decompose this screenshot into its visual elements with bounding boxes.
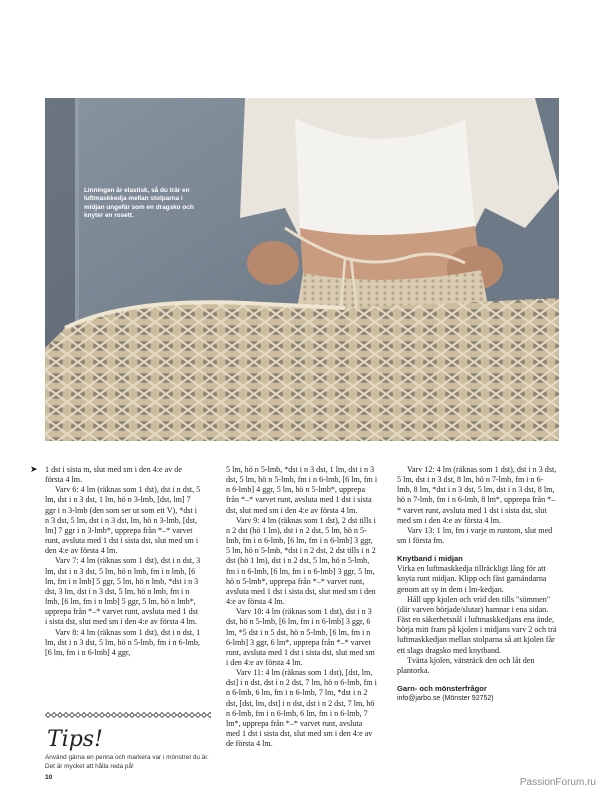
photo-caption: Linningen är elastisk, så du trär en luftmaskkedja mellan stolparna i midjan ungefär som en dragsko och knyter en rosett. (84, 187, 194, 220)
divider-diamond (196, 713, 201, 718)
divider-diamond (190, 713, 195, 718)
pattern-paragraph: Varv 8: 4 lm (räknas som 1 dst), dst i n dst, 1 lm, dst i n 3 dst, 5 lm, hö n 5-lmb, fm i n 6-lmb, [6 lm, fm i n 6-lmb] 4 ggr, (45, 627, 201, 657)
pattern-paragraph: Varv 7: 4 lm (räknas som 1 dst), dst i n dst, 3 lm, dst i n 3 dst, 5 lm, hö n lmb, fm i n lmb, [6 lm, fm i n lmb] 5 ggr, 5 lm, hö n lmb, *dst i n 3 dst, 3 lm, dst i n 3 dst, 5 lm, hö n lmb, fm i n lmb, [6 lm, fm i n lmb] 5 ggr, 5 lm, hö n lmb*, upprepa från *–* varvet runt, avsluta med 1 dst i sista dst, slut med sm i den 4:e av första 4 lm. (45, 556, 201, 627)
divider-diamond (70, 713, 75, 718)
divider-diamond (94, 713, 99, 718)
divider-diamond (178, 713, 183, 718)
tips-text: Använd gärna en penna och markera var i mönstret du är. Det är mycket att hålla reda på! (45, 754, 209, 770)
pattern-paragraph: Varv 11: 4 lm (räknas som 1 dst), [dst, lm, dst] i n dst, dst i n 2 dst, 7 lm, hö n 6-lmb, fm i n 6-lmb, 6 lm, fm i n 6-lmb, 7 lm, *dst i n 2 dst, [dst, lm, dst] i n dst, dst i n 2 dst, 7 lm, hö n 6-lmb, fm i n 6-lmb, 6 lm, fm i n 6-lmb, 7 lm*, upprepa från *–* varvet runt, avsluta med 1 dst i sista dst, slut med sm i den 4:e av de första 4 lm. (226, 668, 377, 749)
divider-diamond (154, 713, 159, 718)
pattern-paragraph: 1 dst i sista m, slut med sm i den 4:e av de första 4 lm. (45, 465, 182, 485)
pattern-column-3 (397, 465, 557, 704)
divider-diamond (166, 713, 171, 718)
divider-diamond (172, 713, 177, 718)
divider-diamond (202, 713, 207, 718)
divider-diamond (208, 713, 212, 718)
divider-diamond (184, 713, 189, 718)
divider-diamond (76, 713, 81, 718)
knytband-heading: Knytband i midjan (397, 554, 463, 564)
pattern-paragraph: 5 lm, hö n 5-lmb, *dst i n 3 dst, 1 lm, dst i n 3 dst, 5 lm, hö n 5-lmb, fm i n 6-lmb, [6 lm, fm i n 6-lmb] 4 ggr, 5 lm, hö n 5-lmb*, upprepa från *–* varvet runt, avsluta med 1 dst i sista dst, slut med sm i den 4:e av första 4 lm. (226, 465, 378, 515)
pattern-paragraph: Varv 9: 4 lm (räknas som 1 dst), 2 dst tills i n 2 dst (hö 1 lm), dst i n 2 dst, 5 lm, hö n 5-lmb, fm i n 6-lmb, [6 lm, fm i n 6-lmb] 3 ggr, 5 lm, hö n 5-lmb, *dst i n 2 dst, 2 dst tills i n 2 dst (hö 1 lm), dst i n 2 dst, 5 lm, hö n 5-lmb, fm i n 6-lmb, [6 lm, fm i n 6-lmb] 3 ggr, 5 lm, hö n 5-lmb*, upprepa från *–* varvet runt, avsluta med 1 dst i sista dst, slut med sm i den 4:e av första 4 lm. (226, 515, 376, 607)
divider-diamond (124, 713, 129, 718)
knytband-paragraph: Håll upp kjolen och vrid den tills "sömmen" (där varven började/slutar) hamnar i ena sidan. Fäst en säkerhetsnål i luftmaskkedjans ena ände, börja mitt fram på kjolen i midjans varv 2 och trä luftmaskkedjan mellan stolparna så att kjolen får ett slags dragsko med knytband. (397, 594, 557, 655)
divider-diamond (88, 713, 93, 718)
pattern-column-1 (45, 465, 202, 658)
divider-diamond (52, 713, 57, 718)
pattern-paragraph: Varv 13: 1 lm, fm i varje m runtom, slut med sm i första fm. (397, 525, 553, 546)
divider-diamond (160, 713, 165, 718)
page-number: 10 (45, 774, 53, 781)
divider-diamond (106, 713, 111, 718)
watermark: PassionForum.ru (519, 777, 596, 788)
divider-diamond (130, 713, 135, 718)
divider-diamond (112, 713, 117, 718)
contact-email: info@jarbo.se (Mönster 92752) (397, 694, 494, 702)
divider-diamond (82, 713, 87, 718)
pattern-column-2 (226, 465, 378, 749)
knytband-paragraph: Virka en luftmaskkedja tillräckligt lång för att knyta runt midjan. Klipp och fäst garnändarna genom att sy in dem i lm-kedjan. (397, 564, 547, 594)
divider-diamond (136, 713, 141, 718)
photo-illustration (45, 98, 559, 441)
pattern-paragraph: Varv 12: 4 lm (räknas som 1 dst), dst i n 3 dst, 5 lm, dst i n 3 dst, 8 lm, hö n 7-lmb, fm i n 6-lmb, 8 lm, *dst i n 3 dst, 5 lm, dst i n 3 dst, 8 lm, hö n 7-lmb, fm i n 6-lmb, 8 lm*, upprepa från *–* varvet runt, avsluta med 1 dst i sista dst, slut med sm i den 4:e av första 4 lm. (397, 465, 557, 525)
divider-diamond (142, 713, 147, 718)
skirt-photo (45, 98, 559, 441)
divider-diamond (148, 713, 153, 718)
tips-title-text: Tips! (47, 727, 103, 751)
divider-diamond (100, 713, 105, 718)
divider-diamond (46, 713, 51, 718)
questions-heading: Garn- och mönsterfrågor (397, 683, 487, 693)
pattern-paragraph: Varv 10: 4 lm (räknas som 1 dst), dst i n 3 dst, hö n 5-lmb, [6 lm, fm i n 6-lmb] 3 ggr, 6 lm, *5 dst i n 5 dst, hö n 5-lmb, [6 lm, fm i n 6-lmb] 3 ggr, 6 lm*, upprepa från *–* varvet runt, avsluta med 1 dst i sista dst, slut med sm i den 4:e av första 4 lm. (226, 607, 375, 667)
pattern-paragraph: Varv 6: 4 lm (räknas som 1 dst), dst i n dst, 5 lm, dst i n 3 dst, 1 lm, hö n 3-lmb, [dst, lm] 7 ggr i n 3-lmb (den som ser ut som ett V), *dst i n 3 dst, 5 lm, dst i n 3 dst, lm, hö n 3-lmb, [dst, lm] 7 ggr i n 3-lmb*, upprepa från *–* varvet runt, avsluta med 1 dst i sista dst, slut med sm i den 4:e av första 4 lm. (45, 485, 201, 556)
divider-diamond (58, 713, 63, 718)
divider-diamond (118, 713, 123, 718)
tips-title (45, 725, 115, 751)
arrow-right-icon: ➤ (30, 465, 38, 475)
knytband-paragraph: Tvätta kjolen, vätsträck den och låt den plantorka. (397, 655, 535, 675)
divider-diamond (64, 713, 69, 718)
tips-divider (45, 712, 211, 718)
